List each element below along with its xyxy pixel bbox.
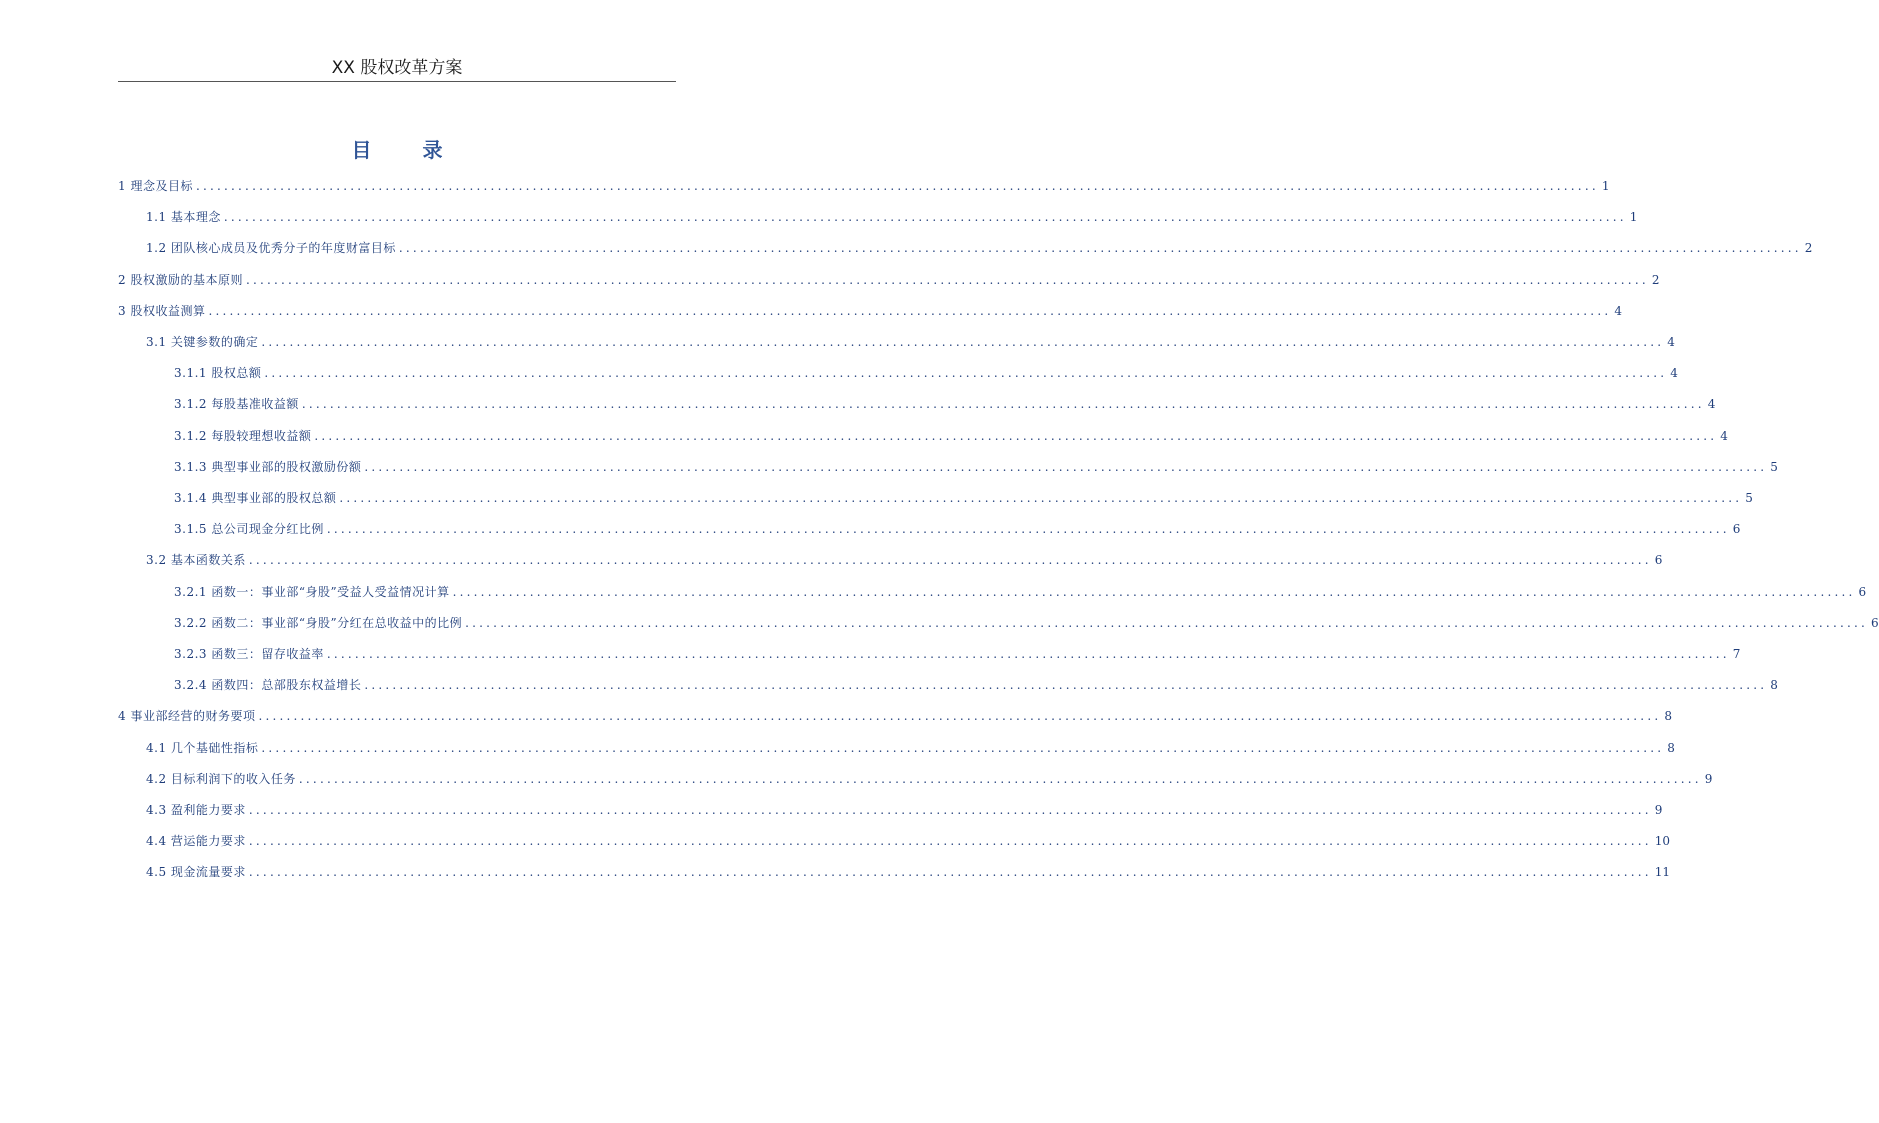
toc-entry-label: 3.1.2 每股基准收益额 [174, 397, 299, 412]
toc-entry[interactable] [118, 706, 1672, 726]
header-divider [118, 81, 676, 82]
toc-dot-leader: ........................................................................................................................................................................................................ [298, 771, 1702, 786]
toc-dot-leader: ........................................................................................................................................................................................................ [326, 647, 1730, 661]
toc-entry-label: 4.3 盈利能力要求 [146, 803, 246, 817]
toc-entry[interactable] [174, 613, 1879, 633]
toc-entry-page-number: 10 [1654, 834, 1671, 849]
toc-dot-leader: ........................................................................................................................................................................................................ [248, 834, 1652, 849]
toc-entry-label: 3 股权收益测算 [118, 303, 206, 318]
toc-entry-page-number: 6 [1732, 522, 1741, 537]
toc-entry[interactable] [146, 550, 1663, 570]
toc-entry-label: 3.2.1 函数一：事业部“身股”受益人受益情况计算 [174, 584, 450, 599]
toc-entry-page-number: 9 [1704, 771, 1713, 786]
toc-entry-label: 1 理念及目标 [118, 179, 193, 193]
toc-entry[interactable] [174, 488, 1753, 508]
toc-entry-label: 3.2 基本函数关系 [146, 553, 246, 568]
toc-entry-page-number: 8 [1664, 709, 1672, 724]
toc-dot-leader: ........................................................................................................................................................................................................ [261, 335, 1665, 349]
toc-entry-page-number: 6 [1858, 584, 1867, 599]
toc-entry[interactable] [174, 675, 1778, 695]
toc-entry-page-number: 9 [1654, 803, 1663, 817]
toc-dot-leader: ........................................................................................................................................................................................................ [364, 678, 1768, 693]
toc-entry-page-number: 1 [1629, 210, 1638, 225]
toc-entry[interactable] [146, 238, 1813, 258]
toc-entry[interactable] [146, 207, 1638, 227]
toc-entry-page-number: 4 [1720, 428, 1728, 443]
toc-entry-page-number: 2 [1651, 272, 1660, 287]
toc-entry-label: 1.1 基本理念 [146, 210, 221, 225]
toc-entry-label: 3.1.2 每股较理想收益额 [174, 428, 312, 443]
toc-entry[interactable] [146, 831, 1671, 851]
toc-dot-leader: ........................................................................................................................................................................................................ [223, 210, 1627, 225]
toc-entry-page-number: 6 [1871, 615, 1879, 630]
toc-dot-leader: ........................................................................................................................................................................................................ [258, 709, 1662, 724]
toc-dot-leader: ........................................................................................................................................................................................................ [195, 179, 1599, 193]
toc-dot-leader: ........................................................................................................................................................................................................ [208, 303, 1612, 318]
toc-entry-label: 4.4 营运能力要求 [146, 834, 246, 849]
toc-dot-leader: ........................................................................................................................................................................................................ [326, 522, 1730, 537]
toc-entry[interactable] [118, 270, 1660, 290]
toc-entry-label: 2 股权激励的基本原则 [118, 272, 243, 287]
toc-entry-label: 3.1.3 典型事业部的股权激励份额 [174, 459, 362, 474]
toc-dot-leader: ........................................................................................................................................................................................................ [339, 491, 1743, 505]
toc-entry-label: 3.2.2 函数二：事业部“身股”分红在总收益中的比例 [174, 615, 463, 630]
toc-dot-leader: ........................................................................................................................................................................................................ [452, 584, 1856, 599]
toc-entry-page-number: 4 [1670, 366, 1678, 381]
toc-entry[interactable] [146, 800, 1663, 820]
toc-entry[interactable] [118, 301, 1622, 321]
toc-dot-leader: ........................................................................................................................................................................................................ [465, 615, 1869, 630]
toc-entry-label: 4.2 目标利润下的收入任务 [146, 771, 296, 786]
toc-dot-leader: ........................................................................................................................................................................................................ [364, 459, 1768, 474]
toc-dot-leader: ........................................................................................................................................................................................................ [248, 865, 1652, 880]
toc-entry-label: 3.1.4 典型事业部的股权总额 [174, 491, 337, 505]
toc-entry[interactable] [174, 363, 1678, 383]
toc-entry-page-number: 1 [1601, 179, 1610, 193]
page-header-title: XX 股权改革方案 [331, 58, 463, 78]
toc-entry-page-number: 8 [1667, 740, 1675, 755]
toc-entry-page-number: 7 [1732, 647, 1741, 661]
toc-entry-label: 4.1 几个基础性指标 [146, 740, 259, 755]
toc-entry[interactable] [174, 582, 1867, 602]
toc-entry-page-number: 6 [1654, 553, 1663, 568]
toc-dot-leader: ........................................................................................................................................................................................................ [261, 740, 1665, 755]
toc-entry-page-number: 4 [1614, 303, 1622, 318]
toc-entry[interactable] [146, 332, 1675, 352]
toc-dot-leader: ........................................................................................................................................................................................................ [248, 803, 1652, 817]
toc-dot-leader: ........................................................................................................................................................................................................ [248, 553, 1652, 568]
toc-dot-leader: ........................................................................................................................................................................................................ [398, 241, 1802, 256]
toc-entry-label: 3.2.4 函数四：总部股东权益增长 [174, 678, 362, 693]
toc-dot-leader: ........................................................................................................................................................................................................ [245, 272, 1649, 287]
toc-entry-page-number: 5 [1745, 491, 1753, 505]
toc-entry[interactable] [146, 738, 1675, 758]
toc-entry[interactable] [174, 426, 1728, 446]
toc-title: 目 录 [351, 138, 465, 162]
toc-entry-page-number: 2 [1804, 241, 1813, 256]
toc-entry[interactable] [146, 769, 1713, 789]
toc-entry-page-number: 5 [1770, 459, 1778, 474]
toc-dot-leader: ........................................................................................................................................................................................................ [314, 428, 1718, 443]
toc-entry-page-number: 8 [1770, 678, 1778, 693]
toc-dot-leader: ........................................................................................................................................................................................................ [301, 397, 1705, 412]
toc-dot-leader: ........................................................................................................................................................................................................ [264, 366, 1668, 381]
toc-entry-label: 4.5 现金流量要求 [146, 865, 246, 880]
toc-entry-label: 3.1.1 股权总额 [174, 366, 262, 381]
toc-entry[interactable] [174, 394, 1716, 414]
toc-entry-page-number: 4 [1667, 335, 1675, 349]
toc-entry[interactable] [174, 457, 1778, 477]
toc-entry[interactable] [118, 176, 1610, 196]
toc-entry-page-number: 4 [1707, 397, 1716, 412]
toc-entry[interactable] [174, 644, 1741, 664]
toc-entry-page-number: 11 [1654, 865, 1671, 880]
toc-entry-label: 3.1.5 总公司现金分红比例 [174, 522, 324, 537]
toc-entry[interactable] [146, 862, 1671, 882]
toc-entry-label: 4 事业部经营的财务要项 [118, 709, 256, 724]
toc-entry[interactable] [174, 519, 1741, 539]
toc-entry-label: 3.2.3 函数三：留存收益率 [174, 647, 324, 661]
toc-entry-label: 3.1 关键参数的确定 [146, 335, 259, 349]
toc-entry-label: 1.2 团队核心成员及优秀分子的年度财富目标 [146, 241, 396, 256]
